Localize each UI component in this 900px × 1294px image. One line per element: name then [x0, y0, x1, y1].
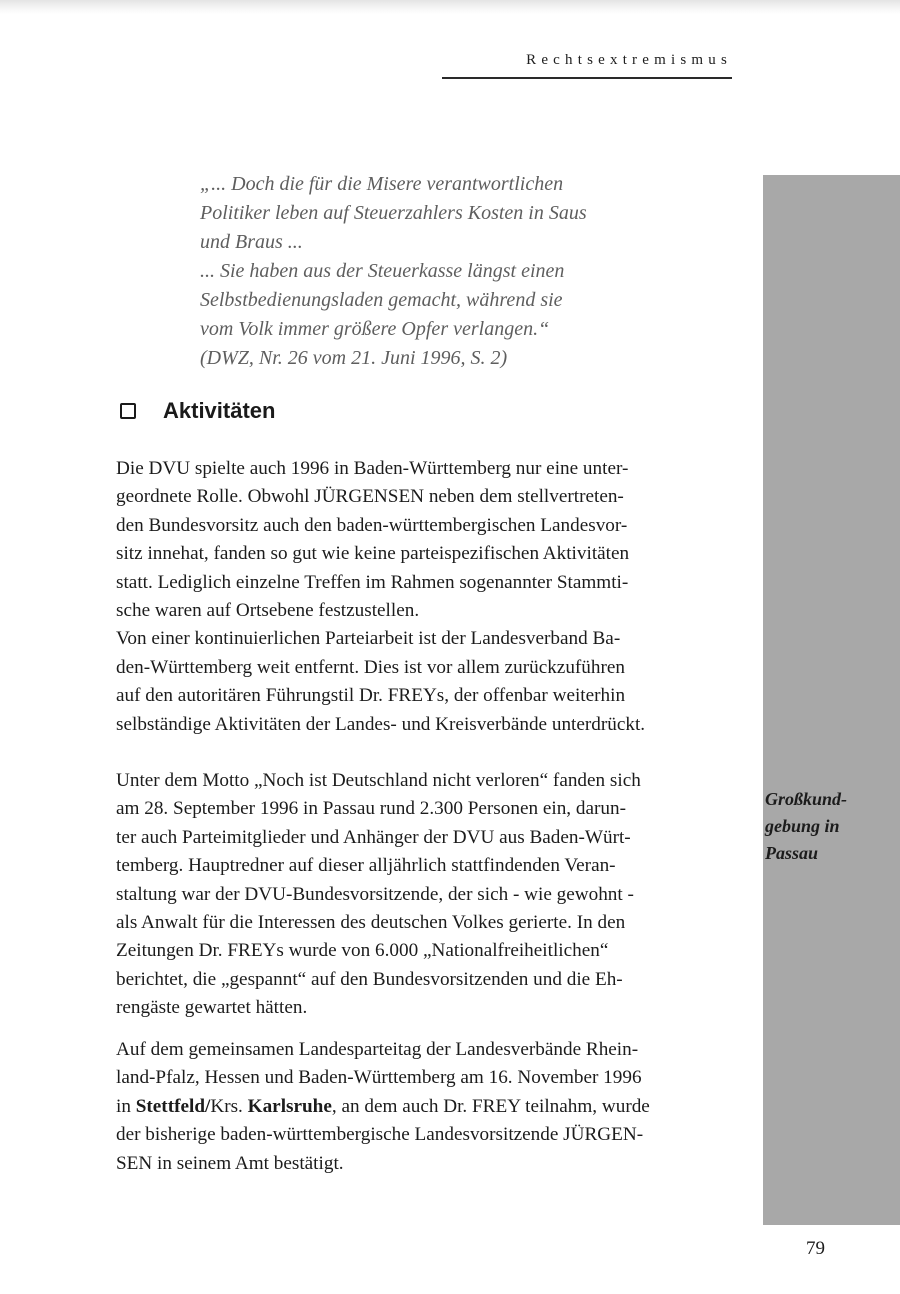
text-line: Auf dem gemeinsamen Landesparteitag der Landesverbände Rhein-: [116, 1039, 639, 1060]
margin-note-line: Passau: [765, 843, 819, 863]
text-span: , an dem auch Dr. FREY teilnahm, wurde: [331, 1095, 650, 1117]
text-line: Zeitungen Dr. FREYs wurde von 6.000 „Nationalfreiheitlichen“: [116, 940, 609, 962]
margin-bar: [763, 175, 900, 1225]
running-header: Rechtsextremismus: [526, 52, 732, 68]
quote-line: Selbstbedienungsladen gemacht, während sie: [200, 289, 563, 311]
text-line: land-Pfalz, Hessen und Baden-Württemberg am 16. November 1996: [116, 1067, 642, 1089]
text-line: sitz innehat, fanden so gut wie keine parteispezifischen Aktivitäten: [116, 543, 630, 565]
header-rule: [442, 77, 732, 79]
text-line: sche waren auf Ortsebene festzustellen.: [116, 600, 420, 622]
checkbox-icon: [120, 403, 136, 419]
text-span: in: [116, 1095, 136, 1117]
text-line: Unter dem Motto „Noch ist Deutschland nicht verloren“ fanden sich: [116, 770, 641, 791]
text-line: der bisherige baden-württembergische Landesvorsitzende JÜRGEN-: [116, 1124, 644, 1146]
text-line: den-Württemberg weit entfernt. Dies ist vor allem zurückzuführen: [116, 656, 625, 678]
scan-edge: [0, 0, 900, 14]
text-span: Krs.: [210, 1095, 248, 1117]
text-line: [116, 1093, 736, 1121]
quote-line: Politiker leben auf Steuerzahlers Kosten in Saus: [200, 202, 587, 224]
quote-line: vom Volk immer größere Opfer verlangen.“: [200, 318, 550, 340]
quote-line: ... Sie haben aus der Steuerkasse längst einen: [200, 260, 565, 282]
page-number: 79: [806, 1238, 825, 1259]
text-line: selbständige Aktivitäten der Landes- und Kreisverbände unterdrückt.: [116, 713, 646, 735]
margin-note-line: gebung in: [765, 816, 840, 836]
quote-block: [200, 170, 680, 373]
section-heading: [120, 398, 275, 424]
place-name-bold: Karlsruhe: [247, 1095, 332, 1117]
paragraph-passau-rally: [116, 767, 736, 1023]
margin-note-line: Großkund-: [765, 789, 848, 809]
text-line: statt. Lediglich einzelne Treffen im Rahmen sogenannter Stammti-: [116, 571, 629, 593]
text-line: auf den autoritären Führungstil Dr. FREYs, der offenbar weiterhin: [116, 685, 626, 707]
text-line: Die DVU spielte auch 1996 in Baden-Württemberg nur eine unter-: [116, 458, 629, 479]
text-line: ter auch Parteimitglieder und Anhänger der DVU aus Baden-Würt-: [116, 826, 631, 848]
section-title: Aktivitäten: [163, 398, 276, 423]
quote-line: und Braus ...: [200, 231, 303, 253]
margin-note: [765, 786, 895, 867]
quote-line: „... Doch die für die Misere verantwortlichen: [200, 173, 564, 195]
text-line: geordnete Rolle. Obwohl JÜRGENSEN neben dem stellvertreten-: [116, 486, 624, 508]
paragraph-dvu-activities: [116, 455, 736, 739]
text-line: berichtet, die „gespannt“ auf den Bundesvorsitzenden und die Eh-: [116, 968, 623, 990]
text-line: SEN in seinem Amt bestätigt.: [116, 1152, 344, 1174]
text-line: rengäste gewartet hätten.: [116, 997, 308, 1019]
place-name-bold: Stettfeld/: [135, 1095, 211, 1117]
text-line: staltung war der DVU-Bundesvorsitzende, der sich - wie gewohnt -: [116, 883, 634, 905]
text-line: Von einer kontinuierlichen Parteiarbeit ist der Landesverband Ba-: [116, 628, 621, 650]
quote-source: (DWZ, Nr. 26 vom 21. Juni 1996, S. 2): [200, 347, 508, 369]
text-line: am 28. September 1996 in Passau rund 2.300 Personen ein, darun-: [116, 798, 626, 820]
text-line: den Bundesvorsitz auch den baden-württembergischen Landesvor-: [116, 514, 628, 536]
text-line: als Anwalt für die Interessen des deutschen Volkes gerierte. In den: [116, 912, 626, 934]
paragraph-party-congress: [116, 1036, 736, 1178]
text-line: temberg. Hauptredner auf dieser alljährlich stattfindenden Veran-: [116, 855, 616, 877]
